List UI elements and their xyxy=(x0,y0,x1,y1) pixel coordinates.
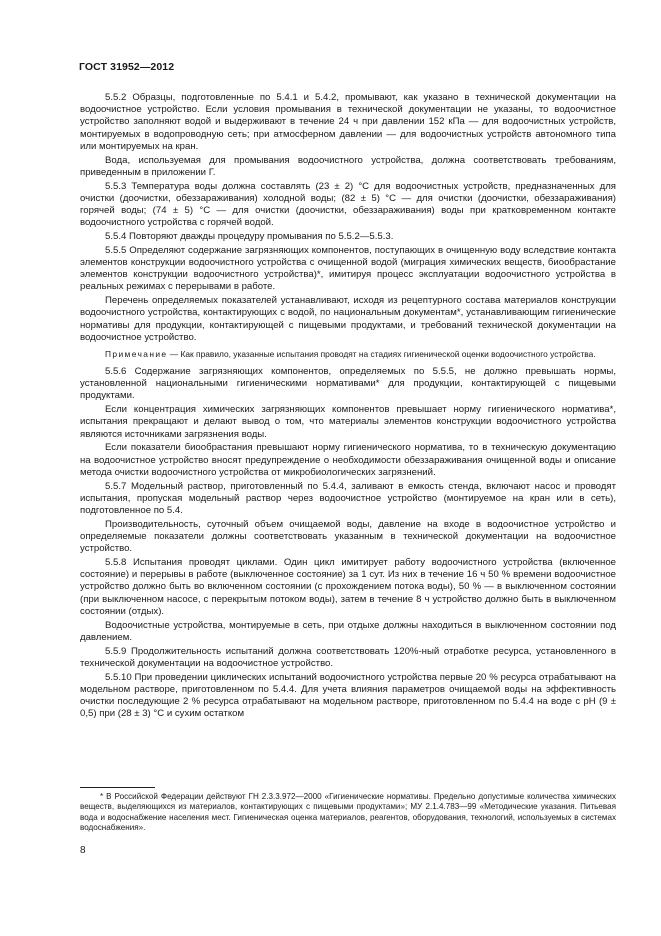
paragraph: Если показатели биообрастания превышают норму гигиенического норматива, то в техническую документацию на водоочистное устройство вносят предупреждение о необходимости обеззараживания очищенной воды и описание метода очистки водоочистного устройства от микробиологических загрязнений. xyxy=(80,442,616,478)
note-text: — Как правило, указанные испытания проводят на стадиях гигиенической оценки водоочистного устройства. xyxy=(167,349,596,360)
paragraph: 5.5.8 Испытания проводят циклами. Один цикл имитирует работу водоочистного устройства (включенное состояние) и перерывы в работе (выключенное состояние) за 1 сут. Из них в течение 16 ч 50 % времени водоочистное устройство должно быть во включенном состоянии (с прохождением потока воды), 50 % — в выключенном состоянии (при выключенном насосе, с перекрытым потоком воды), затем в течение 8 ч устройство должно быть в выключенном состоянии (отдых). xyxy=(80,557,616,617)
footnote-text: * В Российской Федерации действуют ГН 2.3.3.972—2000 «Гигиенические нормативы. Предельно допустимые количества химических веществ, выделяющихся из материалов, контактирующих с пищевыми продуктами»; МУ 2.1.4.783—99 «Методические указания. Питьевая вода и водоснабжение населения мест. Гигиеническая оценка материалов, реагентов, оборудования, технологий, используемых в системах водоснабжения». xyxy=(80,792,616,833)
paragraph: 5.5.9 Продолжительность испытаний должна соответствовать 120%-ный отработке ресурса, установленного в технической документации на водоочистное устройство. xyxy=(80,645,616,669)
paragraph: 5.5.4 Повторяют дважды процедуру промывания по 5.5.2—5.5.3. xyxy=(105,231,394,243)
paragraph: Производительность, суточный объем очищаемой воды, давление на входе в водоочистное устройство и определяемые показатели должны соответствовать указанным в технической документации на водоочистное устройство. xyxy=(80,518,616,555)
document-body xyxy=(80,92,616,722)
paragraph: Водоочистные устройства, монтируемые в сеть, при отдыхе должны находиться в выключенном состоянии под давлением. xyxy=(80,619,616,643)
paragraph: 5.5.6 Содержание загрязняющих компонентов, определяемых по 5.5.5, не должно превышать нормы, установленной национальными гигиеническими нормативами* для продукции, контактирующей с пищевыми продуктами. xyxy=(80,366,616,402)
footnote xyxy=(80,792,616,834)
footnote-divider xyxy=(80,787,155,788)
paragraph: 5.5.5 Определяют содержание загрязняющих компонентов, поступающих в очищенную воду вследствие контакта элементов конструкции водоочистного устройства с очищенной водой (миграция химических веществ, биообрастание элементов конструкции водоочистного устройства)*, имитируя процесс эксплуатации водоочистного устройства в реальных режимах с перерывами в работе. xyxy=(80,244,616,293)
paragraph: 5.5.2 Образцы, подготовленные по 5.4.1 и 5.4.2, промывают, как указано в технической документации на водоочистное устройство. Если условия промывания в технической документации не указаны, то водоочистное устройство заполняют водой и выдерживают в течение 24 ч при давлении 152 кПа — для водоочистных устройств, монтируемых в водопроводную сеть; при атмосферном давлении — для водоочистных устройств автономного типа или монтируемых на кран. xyxy=(80,92,616,152)
note xyxy=(80,349,616,360)
paragraph: 5.5.7 Модельный раствор, приготовленный по 5.4.4, заливают в емкость стенда, включают насос и проводят испытания, пропуская модельный раствор через водоочистное устройство (монтируемое на кран или в сеть), подготовленное по 5.4. xyxy=(80,480,616,517)
paragraph: 5.5.10 При проведении циклических испытаний водоочистного устройства первые 20 % ресурса отрабатывают на модельном растворе, приготовленном по 5.4.4. Для учета влияния параметров очищаемой воды на эффективность очистки последующие 2 % ресурса отрабатывают на модельном растворе, приготовленном по 5.4.4 на воде с рН (9 ± 0,5) при (28 ± 3) °C и сухим остатком xyxy=(80,671,616,720)
page-header-standard: ГОСТ 31952—2012 xyxy=(79,61,175,73)
paragraph: Перечень определяемых показателей устанавливают, исходя из рецептурного состава материалов конструкции водоочистного устройства, контактирующих с водой, по национальным документам*, устанавливающим гигиенические нормативы для продукции, контактирующей с пищевыми продуктами, и требований технической документации на водоочистное устройство. xyxy=(80,295,616,343)
paragraph: Вода, используемая для промывания водоочистного устройства, должна соответствовать требованиям, приведенным в приложении Г. xyxy=(80,154,616,178)
paragraph: Если концентрация химических загрязняющих компонентов превышает норму гигиенического норматива*, испытания прекращают и делают вывод о том, что материалы элементов конструкции водоочистного устройства являются источниками загрязнения воды. xyxy=(80,404,616,440)
page-number: 8 xyxy=(80,845,86,856)
paragraph: 5.5.3 Температура воды должна составлять (23 ± 2) °C для водоочистных устройств, предназначенных для очистки (доочистки, обеззараживания) холодной воды; (82 ± 5) °C — для очистки (доочистки, обеззараживания) горячей воды; (74 ± 5) °C — для очистки (доочистки, обеззараживания) воды при кратковременном контакте водоочистного устройства с горячей водой. xyxy=(80,180,616,229)
note-label: Примечание xyxy=(105,349,168,360)
